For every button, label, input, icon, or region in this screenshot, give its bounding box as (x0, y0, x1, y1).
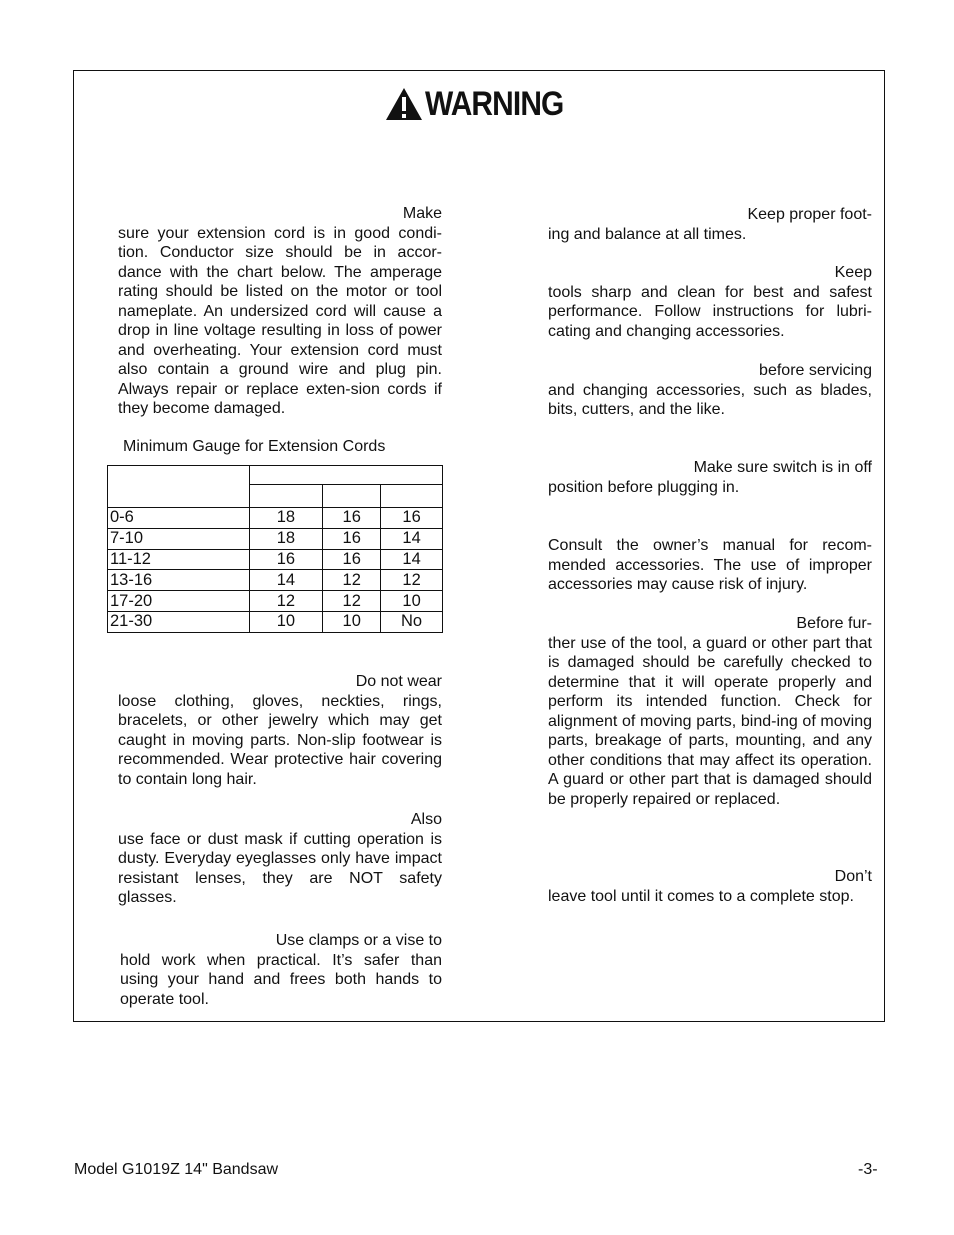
length-subheader-cell (323, 485, 381, 508)
unattended-paragraph (548, 867, 872, 906)
warning-triangle-icon (385, 87, 423, 121)
accessories-paragraph (548, 536, 872, 595)
amps-cell: 0-6 (108, 508, 250, 529)
unattended-lead: Don’t (834, 868, 872, 885)
amps-cell: 21-30 (108, 611, 250, 632)
gauge-cell: 10 (249, 611, 323, 632)
damaged-parts-paragraph (548, 614, 872, 809)
gauge-cell: 16 (381, 508, 443, 529)
extension-cord-body: sure your extension cord is in good condi-tion. Conductor size should be in accor-dance with the chart below. The amperage rating should be listed on the motor or tool nameplate. An undersized cord will cause a drop in line voltage resulting in loss of power and overheating. Your extension cord must also contain a ground wire and plug pin. Always repair or replace exten-sion cords if they become damaged. (118, 224, 442, 417)
face-mask-paragraph (118, 810, 442, 908)
page-number: -3- (858, 1161, 878, 1178)
clamps-lead: Use clamps or a vise to (275, 932, 442, 949)
sharp-tools-lead: Keep (834, 264, 872, 281)
footer-model: Model G1019Z 14" Bandsaw (74, 1161, 279, 1178)
gauge-cell: 12 (381, 570, 443, 591)
servicing-paragraph (548, 361, 872, 420)
amps-header-cell (108, 466, 250, 508)
damaged-parts-lead: Before fur- (796, 615, 872, 632)
gauge-cell: 10 (323, 611, 381, 632)
table-row (108, 549, 443, 570)
gauge-cell: 12 (323, 591, 381, 612)
gauge-cell: 14 (381, 528, 443, 549)
table-row (108, 611, 443, 632)
extension-cord-paragraph (118, 204, 442, 419)
switch-body: position before plugging in. (548, 478, 740, 496)
gauge-cell: 14 (249, 570, 323, 591)
switch-paragraph (548, 458, 872, 497)
footing-paragraph (548, 205, 872, 244)
gauge-cell: 14 (381, 549, 443, 570)
clothing-lead: Do not wear (355, 673, 442, 690)
clamps-paragraph (120, 931, 442, 1009)
gauge-cell: 16 (249, 549, 323, 570)
amps-cell: 7-10 (108, 528, 250, 549)
table-row (108, 528, 443, 549)
table-row (108, 570, 443, 591)
servicing-body: and changing accessories, such as blades, bits, cutters, and the like. (548, 381, 872, 418)
warning-title: WARNING (425, 84, 564, 123)
gauge-cell: 16 (323, 528, 381, 549)
amps-cell: 17-20 (108, 591, 250, 612)
warning-heading (385, 84, 582, 124)
extension-cord-lead: Make (402, 205, 442, 222)
footing-body: ing and balance at all times. (548, 225, 747, 243)
gauge-cell: 18 (249, 528, 323, 549)
face-mask-lead: Also (410, 811, 442, 828)
footing-lead: Keep proper foot- (747, 206, 872, 223)
table-row (108, 591, 443, 612)
gauge-cell: 16 (323, 549, 381, 570)
unattended-body: leave tool until it comes to a complete stop. (548, 887, 854, 905)
gauge-cell: 12 (323, 570, 381, 591)
amps-cell: 11-12 (108, 549, 250, 570)
clamps-body: hold work when practical. It’s safer than using your hand and frees both hands to operate tool. (120, 951, 442, 1008)
clothing-paragraph (118, 672, 442, 789)
gauge-cell: 10 (381, 591, 443, 612)
face-mask-body: use face or dust mask if cutting operation is dusty. Everyday eyeglasses only have impact resistant lenses, they are NOT safety glasses. (118, 830, 442, 906)
damaged-parts-body: ther use of the tool, a guard or other part that is damaged should be carefully checked to determine that it will operate properly and perform its intended function. Check for alignment of moving parts, bind-ing of moving parts, breakage of parts, mounting, and any other conditions that may affect its operation. A guard or other part that is damaged should be properly repaired or replaced. (548, 634, 872, 808)
sharp-tools-paragraph (548, 263, 872, 341)
gauge-cell: 12 (249, 591, 323, 612)
length-header-cell (249, 466, 442, 485)
gauge-cell: 18 (249, 508, 323, 529)
gauge-table (107, 465, 443, 633)
gauge-table-title: Minimum Gauge for Extension Cords (123, 438, 386, 455)
table-row (108, 508, 443, 529)
gauge-header-row (108, 466, 443, 485)
sharp-tools-body: tools sharp and clean for best and safest performance. Follow instructions for lubri-cating and changing accessories. (548, 283, 872, 340)
gauge-cell: 16 (323, 508, 381, 529)
length-subheader-cell (249, 485, 323, 508)
accessories-body: Consult the owner’s manual for recom-mended accessories. The use of improper accessories may cause risk of injury. (548, 537, 872, 593)
servicing-lead: before servicing (759, 362, 872, 379)
length-subheader-cell (381, 485, 443, 508)
switch-lead: Make sure switch is in off (693, 459, 872, 476)
clothing-body: loose clothing, gloves, neckties, rings, bracelets, or other jewelry which may get caught in moving parts. Non-slip footwear is recommended. Wear protective hair covering to contain long hair. (118, 692, 442, 788)
amps-cell: 13-16 (108, 570, 250, 591)
gauge-cell: No (381, 611, 443, 632)
